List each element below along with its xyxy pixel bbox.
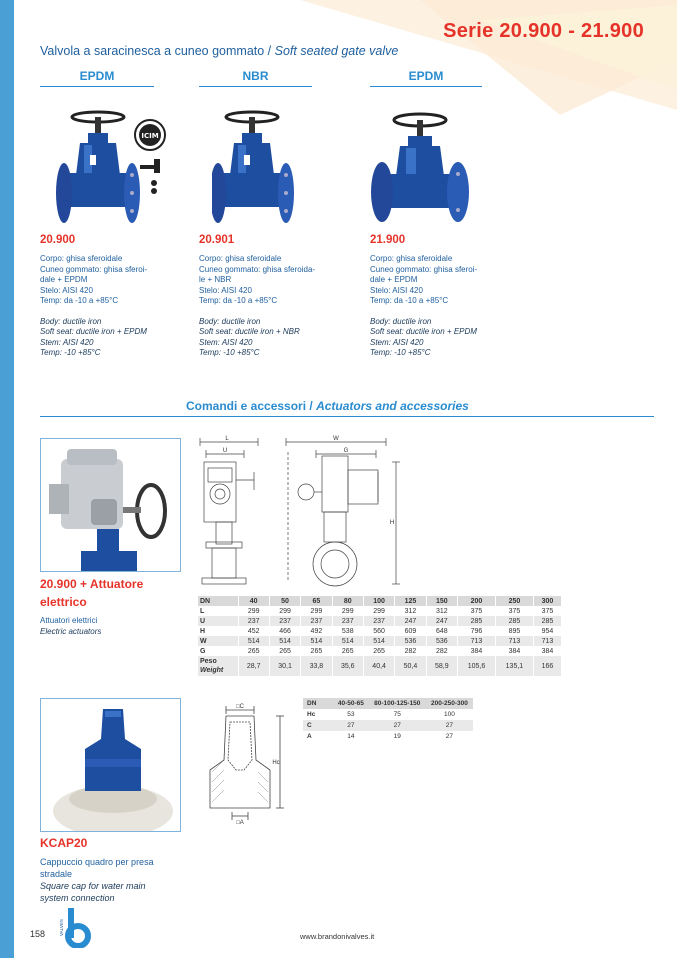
material-header-2: NBR	[242, 69, 269, 83]
actuator-photo	[40, 438, 181, 572]
product-code-1: 20.900	[40, 234, 76, 246]
table-row: W 514 514 514 514 514 536 536 713 713 713	[198, 636, 562, 646]
material-header-3: EPDM	[408, 69, 444, 83]
actuator-dimensions-table	[198, 596, 562, 676]
material-header-1: EPDM	[79, 69, 115, 83]
product-spec-3: Corpo: ghisa sferoidale Cuneo gommato: ghisa sferoi- dale + EPDM Stelo: AISI 420 Temp: da -10 a +85°C Body: ductile iron Soft seat: ductile iron + EPDM Stem: AISI 420 Temp: -10 +85°C	[370, 254, 478, 357]
gate-valve-20901-image	[212, 105, 312, 230]
sidebar-stripe	[0, 0, 14, 958]
dim-label-G: G	[343, 448, 349, 454]
dim-label-L: L	[225, 436, 229, 442]
dim-label-C: □C	[236, 704, 244, 710]
kcap-photo	[40, 698, 181, 832]
gate-valve-21900-image	[370, 108, 470, 233]
page-number: 158	[30, 929, 46, 939]
kcap-technical-drawing	[200, 700, 290, 825]
dim-label-H: H	[389, 520, 395, 526]
dim-label-A: □A	[236, 820, 244, 825]
product-code-3: 21.900	[370, 234, 406, 246]
product-code-2: 20.901	[199, 234, 235, 246]
table-row: L 299 299 299 299 299 312 312 375 375 375	[198, 606, 562, 616]
brandoni-logo	[58, 906, 92, 948]
website-url: www.brandonivalves.it	[300, 932, 375, 941]
table-header-row: DN 40-50-65 80-100-125-150 200-250-300	[303, 698, 473, 709]
kcap-title: KCAP20	[40, 836, 88, 850]
series-title: Serie 20.900 - 21.900	[443, 20, 644, 42]
actuator-title: 20.900 + Attuatore elettrico	[40, 577, 144, 609]
actuator-description: Attuatori elettrici Electric actuators	[40, 616, 102, 636]
table-row: G 265 265 265 265 265 282 282 384 384 384	[198, 646, 562, 656]
material-underline-3	[370, 86, 482, 87]
kcap-description: Cappuccio quadro per presa stradale Square cap for water main system connection	[40, 857, 154, 903]
table-row: A 14 19 27	[307, 733, 454, 740]
page-subtitle: Valvola a saracinesca a cuneo gommato / Soft seated gate valve	[40, 44, 399, 58]
table-row: U 237 237 237 237 237 247 247 285 285 285	[198, 616, 562, 626]
dim-label-U: U	[222, 448, 228, 454]
material-underline-1	[40, 86, 154, 87]
material-underline-2	[199, 86, 312, 87]
table-row: Hc 53 75 100	[307, 711, 455, 718]
logo-text: VALVES	[59, 919, 64, 936]
table-row: C 27 27 27	[303, 720, 473, 731]
kcap-dimensions-table	[303, 698, 473, 742]
gate-valve-20900-image	[50, 105, 170, 230]
product-spec-1: Corpo: ghisa sferoidale Cuneo gommato: ghisa sferoi- dale + EPDM Stelo: AISI 420 Temp: da -10 a +85°C Body: ductile iron Soft seat: ductile iron + EPDM Stem: AISI 420 Temp: -10 +85°C	[40, 254, 148, 357]
table-row-weight: Peso Weight 28,7 30,1 33,8 35,6 40,4 50,4 58,9 105,6 135,1 166	[198, 656, 562, 676]
dim-label-W: W	[333, 436, 339, 442]
icim-logo-text: ICIM	[141, 132, 159, 140]
actuator-technical-drawing	[196, 432, 408, 592]
table-row: H 452 466 492 538 560 609 648 796 895 954	[198, 626, 562, 636]
section-divider	[40, 416, 654, 417]
table-header-row: DN 40 50 65 80 100 125 150 200 250 300	[198, 596, 562, 606]
section-title: Comandi e accessori / Actuators and accessories	[186, 399, 469, 413]
product-spec-2: Corpo: ghisa sferoidale Cuneo gommato: ghisa sferoida- le + NBR Stelo: AISI 420 Temp: da -10 a +85°C Body: ductile iron Soft seat: ductile iron + NBR Stem: AISI 420 Temp: -10 +85°C	[199, 254, 316, 357]
dim-label-Hc: Hc	[272, 760, 280, 766]
